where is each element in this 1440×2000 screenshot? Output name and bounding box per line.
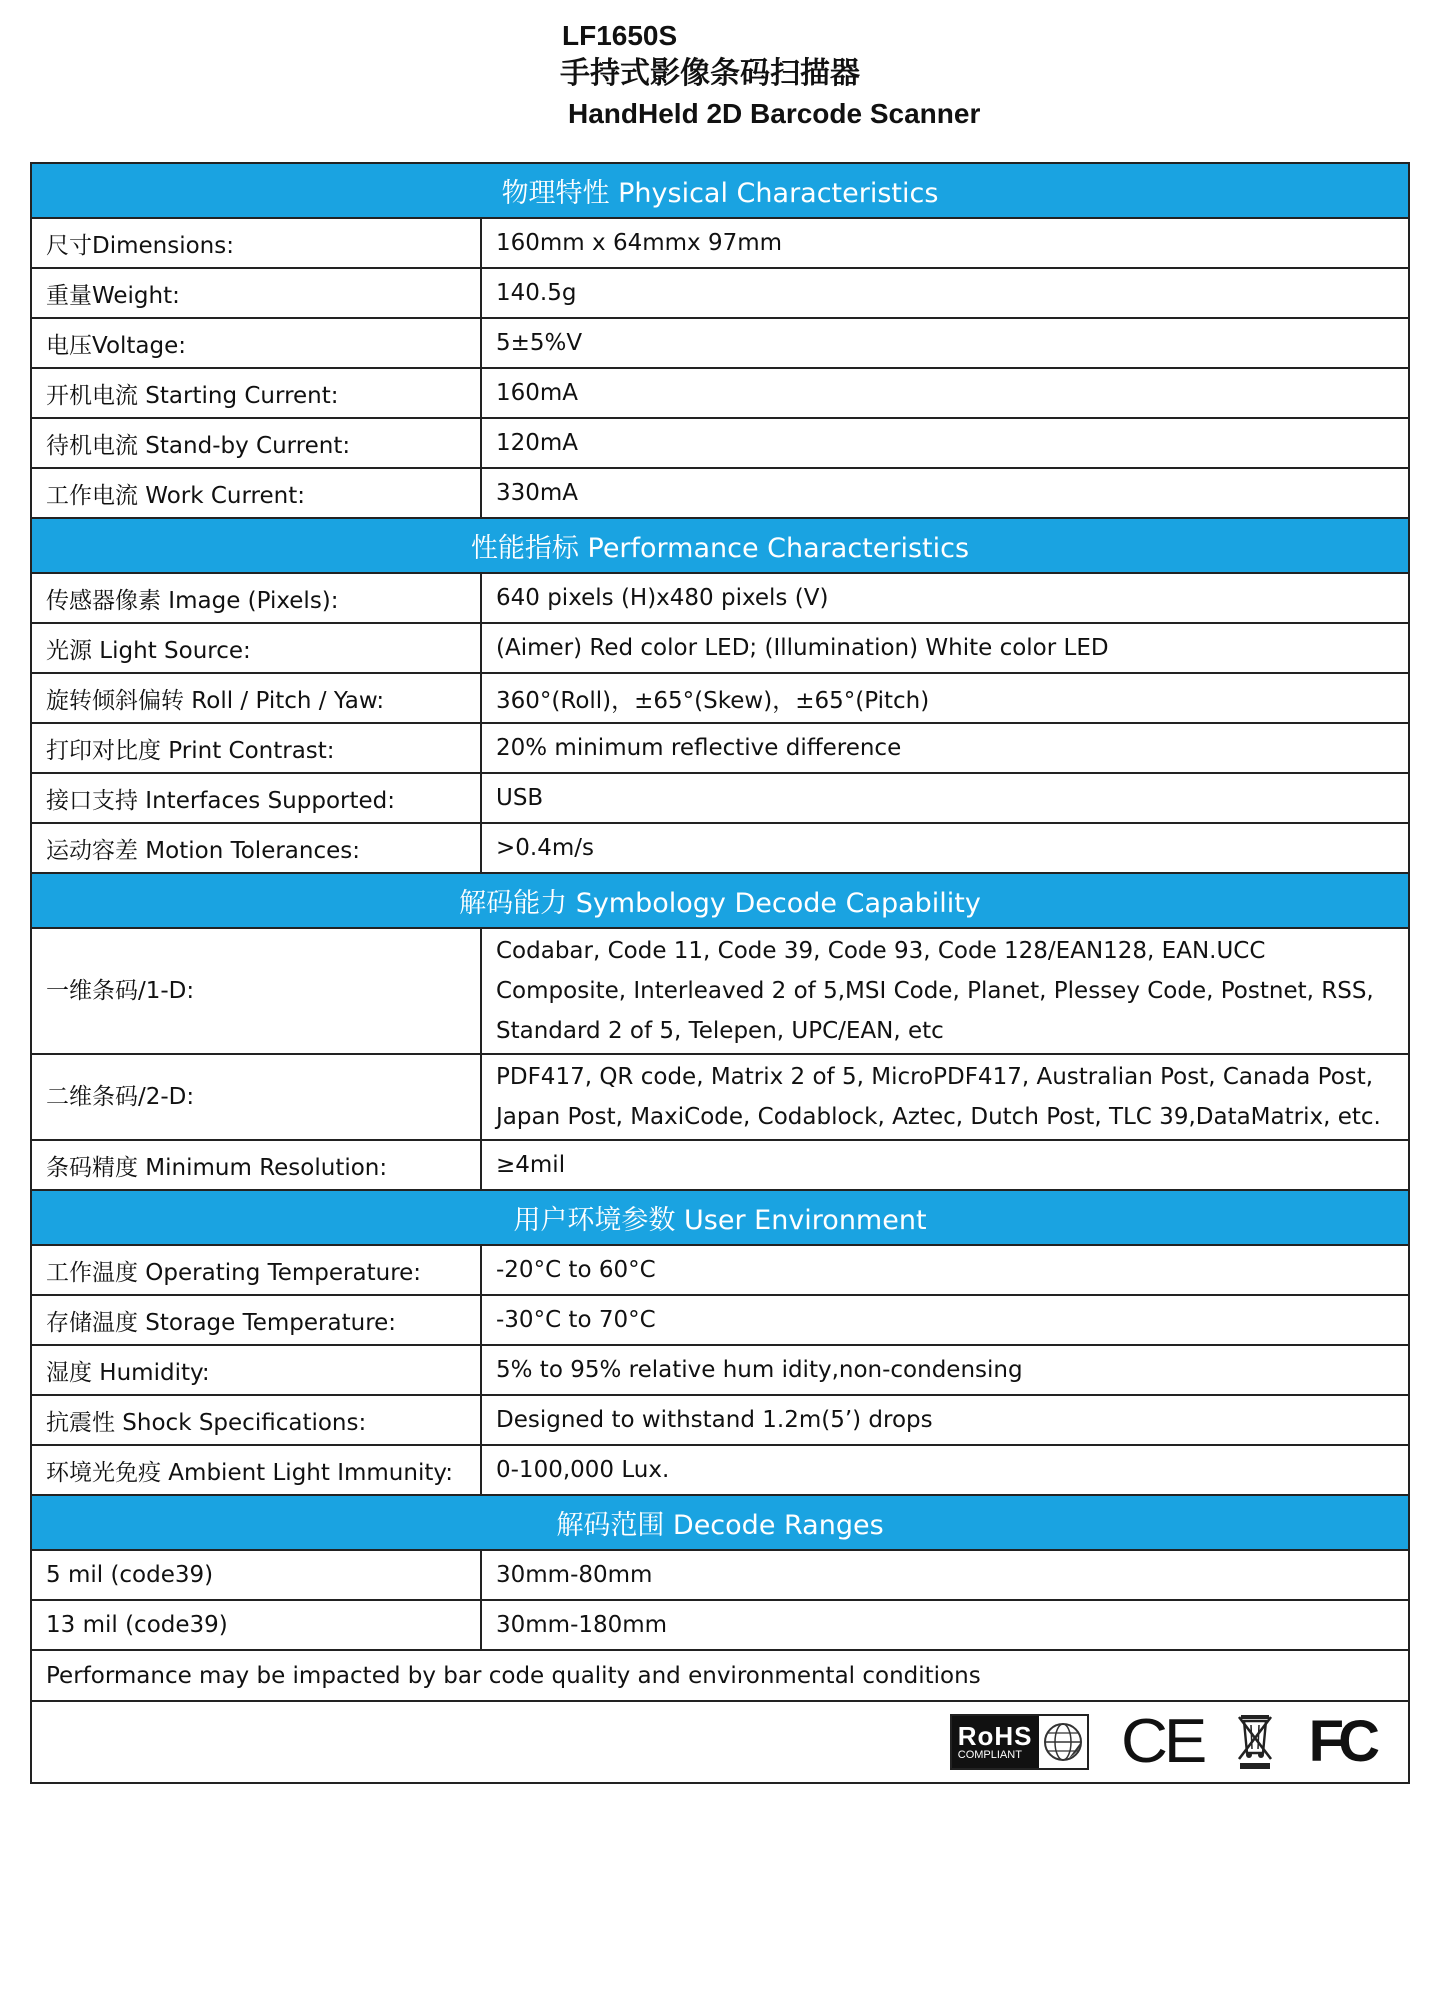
row-label: 存储温度 Storage Temperature:: [31, 1295, 481, 1345]
row-value: 30mm-180mm: [481, 1600, 1409, 1650]
rohs-subtext: COMPLIANT: [957, 1748, 1022, 1761]
row-value: 360°(Roll)，±65°(Skew)，±65°(Pitch): [481, 673, 1409, 723]
row-label: 打印对比度 Print Contrast:: [31, 723, 481, 773]
row-value: -30°C to 70°C: [481, 1295, 1409, 1345]
table-row: [31, 573, 1409, 623]
table-row: [31, 318, 1409, 368]
performance-note: Performance may be impacted by bar code quality and environmental conditions: [31, 1650, 1409, 1701]
row-label: 运动容差 Motion Tolerances:: [31, 823, 481, 873]
certification-logos: [31, 1701, 1409, 1783]
row-value: >0.4m/s: [481, 823, 1409, 873]
section-header-symbology: 解码能力 Symbology Decode Capability: [31, 873, 1409, 928]
row-value: USB: [481, 773, 1409, 823]
table-row: [31, 468, 1409, 518]
table-row: [31, 368, 1409, 418]
row-label: 抗震性 Shock Specifications:: [31, 1395, 481, 1445]
section-header-performance: 性能指标 Performance Characteristics: [31, 518, 1409, 573]
section-header-ranges: 解码范围 Decode Ranges: [31, 1495, 1409, 1550]
row-value: ≥4mil: [481, 1140, 1409, 1190]
section-header-environment: 用户环境参数 User Environment: [31, 1190, 1409, 1245]
ce-mark: CE: [1120, 1707, 1203, 1776]
weee-bin-icon: [1235, 1713, 1275, 1771]
rohs-logo: [950, 1714, 1089, 1770]
table-row: [31, 218, 1409, 268]
row-value: 160mm x 64mmx 97mm: [481, 218, 1409, 268]
row-label: 5 mil (code39): [31, 1550, 481, 1600]
row-label: 电压Voltage:: [31, 318, 481, 368]
table-row: [31, 1395, 1409, 1445]
table-row: [31, 268, 1409, 318]
table-row: [31, 1600, 1409, 1650]
row-label: 二维条码/2-D:: [31, 1054, 481, 1140]
table-row: [31, 1550, 1409, 1600]
row-value: 30mm-80mm: [481, 1550, 1409, 1600]
table-row: [31, 1295, 1409, 1345]
model-number: LF1650S: [562, 20, 678, 51]
row-value: -20°C to 60°C: [481, 1245, 1409, 1295]
table-row: [31, 1054, 1409, 1140]
row-value: Codabar, Code 11, Code 39, Code 93, Code 128/EAN128, EAN.UCC Composite, Interleaved 2 of 5,MSI Code, Planet, Plessey Code, Postnet, RSS, Standard 2 of 5, Telepen, UPC/EAN, etc: [481, 928, 1409, 1054]
spec-table: [30, 162, 1410, 1784]
row-label: 工作电流 Work Current:: [31, 468, 481, 518]
row-label: 一维条码/1-D:: [31, 928, 481, 1054]
row-label: 光源 Light Source:: [31, 623, 481, 673]
row-label: 条码精度 Minimum Resolution:: [31, 1140, 481, 1190]
table-row: [31, 1345, 1409, 1395]
table-row: [31, 1245, 1409, 1295]
table-row: [31, 1140, 1409, 1190]
row-value: 5% to 95% relative hum idity,non-condensing: [481, 1345, 1409, 1395]
table-row: [31, 823, 1409, 873]
row-label: 湿度 Humidity:: [31, 1345, 481, 1395]
table-row: [31, 1445, 1409, 1495]
row-label: 重量Weight:: [31, 268, 481, 318]
table-row: [31, 673, 1409, 723]
row-label: 接口支持 Interfaces Supported:: [31, 773, 481, 823]
row-label: 环境光免疫 Ambient Light Immunity:: [31, 1445, 481, 1495]
section-header-physical: 物理特性 Physical Characteristics: [31, 163, 1409, 218]
table-row: [31, 928, 1409, 1054]
row-label: 尺寸Dimensions:: [31, 218, 481, 268]
row-label: 旋转倾斜偏转 Roll / Pitch / Yaw:: [31, 673, 481, 723]
title-english: HandHeld 2D Barcode Scanner: [568, 98, 981, 129]
fcc-mark: FC: [1308, 1709, 1374, 1774]
row-label: 13 mil (code39): [31, 1600, 481, 1650]
row-label: 传感器像素 Image (Pixels):: [31, 573, 481, 623]
table-row: [31, 723, 1409, 773]
row-label: 开机电流 Starting Current:: [31, 368, 481, 418]
row-value: 20% minimum reflective difference: [481, 723, 1409, 773]
title-chinese: 手持式影像条码扫描器: [560, 56, 860, 91]
table-row: [31, 418, 1409, 468]
row-value: 160mA: [481, 368, 1409, 418]
row-label: 工作温度 Operating Temperature:: [31, 1245, 481, 1295]
table-row: [31, 773, 1409, 823]
page-header: [562, 18, 980, 134]
row-label: 待机电流 Stand-by Current:: [31, 418, 481, 468]
rohs-text: RoHS: [957, 1720, 1033, 1751]
row-value: 5±5%V: [481, 318, 1409, 368]
row-value: 120mA: [481, 418, 1409, 468]
globe-icon: [1039, 1718, 1087, 1766]
row-value: 140.5g: [481, 268, 1409, 318]
row-value: (Aimer) Red color LED; (Illumination) White color LED: [481, 623, 1409, 673]
row-value: PDF417, QR code, Matrix 2 of 5, MicroPDF417, Australian Post, Canada Post, Japan Post, MaxiCode, Codablock, Aztec, Dutch Post, TLC 39,DataMatrix, etc.: [481, 1054, 1409, 1140]
row-value: Designed to withstand 1.2m(5’) drops: [481, 1395, 1409, 1445]
table-row: [31, 623, 1409, 673]
row-value: 0-100,000 Lux.: [481, 1445, 1409, 1495]
row-value: 330mA: [481, 468, 1409, 518]
row-value: 640 pixels (H)x480 pixels (V): [481, 573, 1409, 623]
